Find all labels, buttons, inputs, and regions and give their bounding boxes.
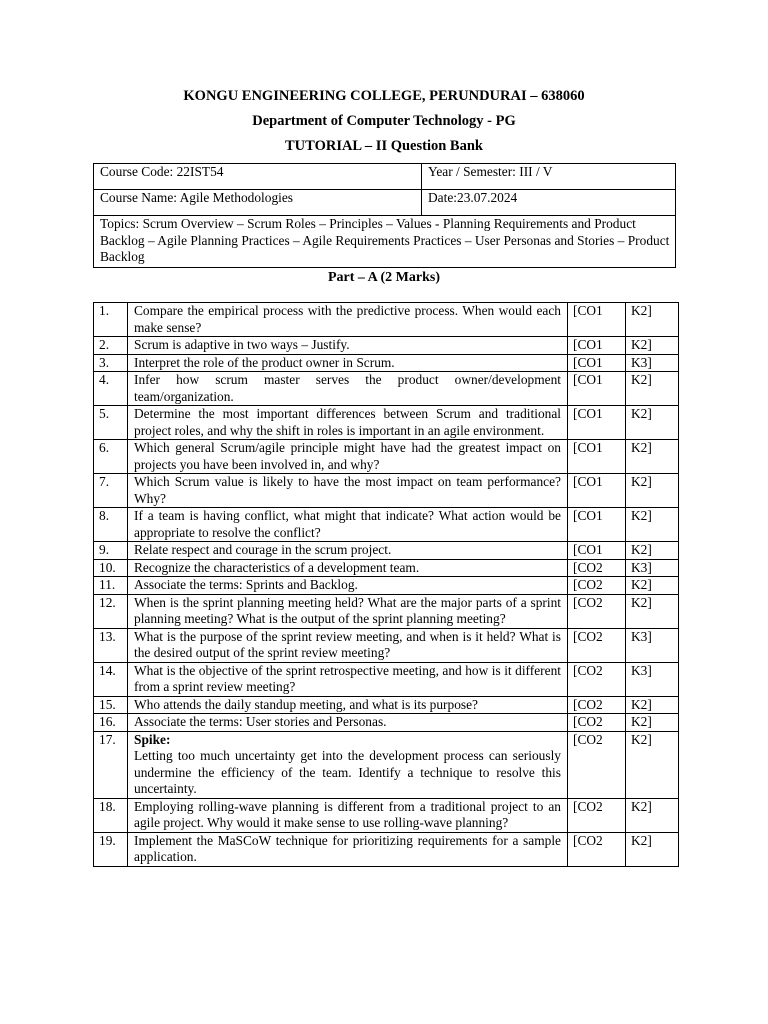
question-row [94, 474, 679, 508]
course-outcome: [CO1 [568, 474, 626, 508]
knowledge-level: K2] [626, 542, 679, 560]
question-text-cell [128, 832, 568, 866]
question-row [94, 577, 679, 595]
knowledge-level: K3] [626, 628, 679, 662]
course-outcome: [CO1 [568, 337, 626, 355]
document-title: TUTORIAL – II Question Bank [285, 138, 483, 154]
knowledge-level: K2] [626, 303, 679, 337]
question-text: Which Scrum value is likely to have the most impact on team performance? Why? [134, 474, 561, 506]
knowledge-level: K2] [626, 714, 679, 732]
questions-table [93, 302, 679, 867]
knowledge-level: K2] [626, 577, 679, 595]
question-number: 18. [94, 798, 128, 832]
question-text: Determine the most important differences between Scrum and traditional project roles, and why the shift in roles is important in an agile environment. [134, 406, 561, 438]
question-text-cell [128, 662, 568, 696]
question-row [94, 714, 679, 732]
knowledge-level: K2] [626, 696, 679, 714]
course-code: Course Code: 22IST54 [94, 164, 422, 190]
course-outcome: [CO1 [568, 542, 626, 560]
course-outcome: [CO2 [568, 594, 626, 628]
question-number: 6. [94, 440, 128, 474]
question-text-cell [128, 542, 568, 560]
course-outcome: [CO2 [568, 628, 626, 662]
question-number: 12. [94, 594, 128, 628]
question-text-cell [128, 440, 568, 474]
question-text: Scrum is adaptive in two ways – Justify. [134, 337, 350, 352]
question-number: 13. [94, 628, 128, 662]
question-row [94, 798, 679, 832]
question-text-cell [128, 406, 568, 440]
question-text: Associate the terms: Sprints and Backlog. [134, 577, 358, 592]
knowledge-level: K2] [626, 731, 679, 798]
question-text-cell [128, 696, 568, 714]
question-text: What is the objective of the sprint retrospective meeting, and how is it different from a sprint review meeting? [134, 662, 561, 694]
question-number: 19. [94, 832, 128, 866]
question-row [94, 594, 679, 628]
question-text: Interpret the role of the product owner in Scrum. [134, 354, 395, 370]
question-number: 8. [94, 508, 128, 542]
question-text: Relate respect and courage in the scrum project. [134, 542, 392, 557]
question-row [94, 628, 679, 662]
course-outcome: [CO1 [568, 372, 626, 406]
question-text-cell [128, 303, 568, 337]
question-row [94, 440, 679, 474]
knowledge-level: K2] [626, 406, 679, 440]
question-text: Infer how scrum master serves the product owner/development team/organization. [134, 372, 561, 404]
question-heading: Spike: [134, 731, 171, 747]
question-text: Associate the terms: User stories and Personas. [134, 714, 387, 729]
course-outcome: [CO1 [568, 354, 626, 372]
year-semester: Year / Semester: III / V [422, 164, 676, 190]
college-title: KONGU ENGINEERING COLLEGE, PERUNDURAI – 638060 [183, 88, 585, 104]
course-outcome: [CO1 [568, 508, 626, 542]
question-number: 11. [94, 577, 128, 595]
question-row [94, 542, 679, 560]
question-text-cell [128, 354, 568, 372]
date: Date:23.07.2024 [422, 190, 676, 216]
question-row [94, 337, 679, 355]
question-row [94, 731, 679, 798]
question-text: Employing rolling-wave planning is different from a traditional project to an agile project. Why would it make sense to use rolling-wave planning? [134, 798, 561, 830]
question-row [94, 372, 679, 406]
question-text: Which general Scrum/agile principle might have had the greatest impact on projects you have been involved in, and why? [134, 440, 561, 472]
question-text-cell [128, 731, 568, 798]
knowledge-level: K2] [626, 474, 679, 508]
question-number: 1. [94, 303, 128, 337]
course-outcome: [CO2 [568, 714, 626, 732]
question-text-cell [128, 559, 568, 577]
question-number: 10. [94, 559, 128, 577]
question-text-cell [128, 508, 568, 542]
question-text-cell [128, 714, 568, 732]
knowledge-level: K2] [626, 337, 679, 355]
question-text-cell [128, 337, 568, 355]
question-row [94, 354, 679, 372]
question-number: 17. [94, 731, 128, 798]
question-text: Who attends the daily standup meeting, and what is its purpose? [134, 696, 478, 712]
knowledge-level: K2] [626, 832, 679, 866]
question-text-cell [128, 628, 568, 662]
question-text-cell [128, 798, 568, 832]
question-number: 3. [94, 354, 128, 372]
question-text: What is the purpose of the sprint review meeting, and when is it held? What is the desired output of the sprint review meeting? [134, 628, 561, 660]
knowledge-level: K2] [626, 440, 679, 474]
question-row [94, 832, 679, 866]
question-text-cell [128, 474, 568, 508]
question-row [94, 508, 679, 542]
knowledge-level: K2] [626, 372, 679, 406]
course-outcome: [CO2 [568, 731, 626, 798]
course-outcome: [CO2 [568, 832, 626, 866]
part-a-title: Part – A (2 Marks) [328, 270, 440, 285]
question-text: Letting too much uncertainty get into the development process can seriously undermine the efficiency of the team. Identify a technique to resolve this uncertainty. [134, 748, 561, 796]
course-outcome: [CO1 [568, 440, 626, 474]
question-text: Recognize the characteristics of a development team. [134, 559, 420, 575]
question-number: 14. [94, 662, 128, 696]
course-outcome: [CO2 [568, 696, 626, 714]
course-outcome: [CO2 [568, 559, 626, 577]
knowledge-level: K2] [626, 594, 679, 628]
knowledge-level: K2] [626, 508, 679, 542]
course-outcome: [CO2 [568, 662, 626, 696]
course-info-table [93, 163, 676, 268]
question-row [94, 406, 679, 440]
question-text: Implement the MaSCoW technique for prioritizing requirements for a sample application. [134, 832, 561, 864]
course-name: Course Name: Agile Methodologies [94, 190, 422, 216]
question-number: 16. [94, 714, 128, 732]
knowledge-level: K2] [626, 798, 679, 832]
question-text: When is the sprint planning meeting held? What are the major parts of a sprint planning meeting? What is the output of the sprint planning meeting? [134, 594, 561, 626]
question-text: Compare the empirical process with the predictive process. When would each make sense? [134, 303, 561, 335]
knowledge-level: K3] [626, 559, 679, 577]
knowledge-level: K3] [626, 354, 679, 372]
question-row [94, 303, 679, 337]
question-number: 15. [94, 696, 128, 714]
question-number: 5. [94, 406, 128, 440]
course-outcome: [CO1 [568, 406, 626, 440]
question-text-cell [128, 372, 568, 406]
question-number: 2. [94, 337, 128, 355]
department-title: Department of Computer Technology - PG [252, 113, 516, 129]
knowledge-level: K3] [626, 662, 679, 696]
question-row [94, 662, 679, 696]
question-number: 4. [94, 372, 128, 406]
question-number: 9. [94, 542, 128, 560]
course-outcome: [CO2 [568, 798, 626, 832]
question-text-cell [128, 594, 568, 628]
question-number: 7. [94, 474, 128, 508]
course-outcome: [CO1 [568, 303, 626, 337]
question-row [94, 559, 679, 577]
topics: Topics: Scrum Overview – Scrum Roles – Principles – Values - Planning Requirements and Product Backlog – Agile Planning Practices – Agile Requirements Practices – User Personas and Stories – Product Backlog [94, 216, 676, 268]
question-row [94, 696, 679, 714]
question-text-cell [128, 577, 568, 595]
course-outcome: [CO2 [568, 577, 626, 595]
question-text: If a team is having conflict, what might that indicate? What action would be appropriate to resolve the conflict? [134, 508, 561, 540]
